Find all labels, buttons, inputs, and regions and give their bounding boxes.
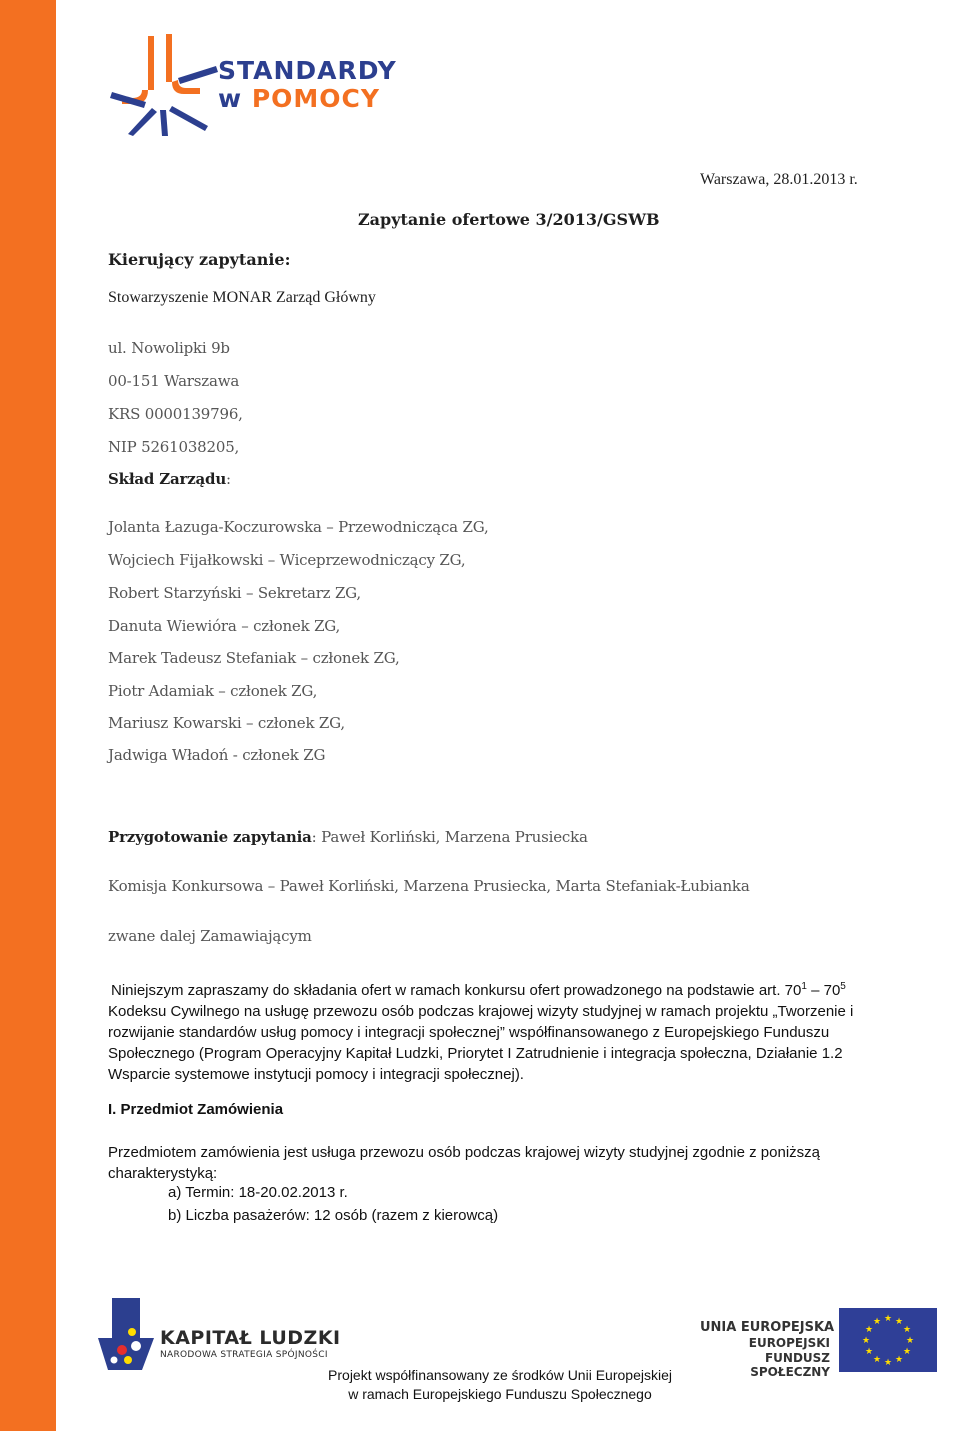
board-member: Jolanta Łazuga-Koczurowska – Przewodnicząca ZG,	[108, 518, 489, 536]
preparation-value: : Paweł Korliński, Marzena Prusiecka	[311, 828, 588, 846]
intro-sup-1: 1	[801, 981, 807, 992]
svg-text:★: ★	[894, 1355, 904, 1365]
svg-text:★: ★	[883, 1358, 893, 1368]
logo-w: w	[218, 84, 243, 113]
svg-text:★: ★	[864, 1347, 874, 1357]
eu-line3: FUNDUSZ SPOŁECZNY	[750, 1351, 830, 1379]
svg-text:★: ★	[894, 1317, 904, 1327]
svg-text:★: ★	[883, 1314, 893, 1324]
svg-text:★: ★	[872, 1317, 882, 1327]
board-member: Danuta Wiewióra – członek ZG,	[108, 617, 341, 635]
section-item: b) Liczba pasażerów: 12 osób (razem z kierowcą)	[168, 1207, 499, 1224]
document-date: Warszawa, 28.01.2013 r.	[700, 171, 858, 188]
board-member: Jadwiga Władoń - członek ZG	[108, 746, 326, 764]
board-member: Mariusz Kowarski – członek ZG,	[108, 714, 345, 732]
eu-flag-icon	[839, 1308, 937, 1372]
board-colon: :	[226, 470, 231, 488]
document-title: Zapytanie ofertowe 3/2013/GSWB	[358, 210, 660, 229]
intro-text-1: Niniejszym zapraszamy do składania ofert w ramach konkursu ofert prowadzonego na podstawie art. 70	[111, 982, 802, 999]
kapital-ludzki-title: KAPITAŁ LUDZKI	[160, 1327, 341, 1349]
address-line: ul. Nowolipki 9b	[108, 339, 230, 357]
board-member: Piotr Adamiak – członek ZG,	[108, 682, 318, 700]
intro-paragraph	[108, 976, 888, 1085]
logo-star-icon	[108, 32, 218, 136]
logo-pomocy: POMOCY	[251, 84, 380, 113]
address-line: KRS 0000139796,	[108, 405, 243, 423]
kapital-ludzki-subtitle: NARODOWA STRATEGIA SPÓJNOŚCI	[160, 1350, 328, 1360]
board-label: Skład Zarządu	[108, 470, 227, 488]
intro-text-2: Kodeksu Cywilnego na usługę przewozu osób podczas krajowej wizyty studyjnej w ramach projektu „Tworzenie i rozwijanie standardów usług pomocy i integracji społecznej” współfinansowanego z Europejskiego Funduszu Społecznego (Program Operacyjny Kapitał Ludzki, Priorytet I Zatrudnienie i integracja społeczna, Działanie 1.2 Wsparcie systemowe instytucji pomocy i integracji społecznej).	[108, 1003, 854, 1083]
address-line: NIP 5261038205,	[108, 438, 240, 456]
ordering-party-line: zwane dalej Zamawiającym	[108, 927, 312, 945]
requester-org: Stowarzyszenie MONAR Zarząd Główny	[108, 289, 376, 306]
orange-side-bar	[0, 0, 56, 1431]
board-member: Marek Tadeusz Stefaniak – członek ZG,	[108, 649, 400, 667]
svg-text:★: ★	[902, 1347, 912, 1357]
svg-text:★: ★	[872, 1355, 882, 1365]
section-text: Przedmiotem zamówienia jest usługa przewozu osób podczas krajowej wizyty studyjnej zgodnie z poniższą charakterystyką:	[108, 1144, 821, 1182]
preparation-label: Przygotowanie zapytania	[108, 828, 312, 846]
preparation-line	[108, 828, 588, 846]
board-member: Wojciech Fijałkowski – Wiceprzewodniczący ZG,	[108, 551, 466, 569]
requester-label: Kierujący zapytanie:	[108, 250, 291, 269]
svg-text:★: ★	[902, 1325, 912, 1335]
intro-sup-2: 5	[840, 981, 846, 992]
address-line: 00-151 Warszawa	[108, 372, 240, 390]
svg-text:★: ★	[864, 1325, 874, 1335]
section-item: a) Termin: 18-20.02.2013 r.	[168, 1184, 348, 1201]
svg-text:★: ★	[861, 1336, 871, 1346]
eu-line1: UNIA EUROPEJSKA	[700, 1320, 835, 1335]
intro-dash: – 70	[806, 982, 841, 999]
board-heading	[108, 470, 231, 488]
funding-note-2: w ramach Europejskiego Funduszu Społecznego	[348, 1386, 652, 1402]
eu-line2: EUROPEJSKI	[748, 1336, 830, 1350]
funding-note-1: Projekt współfinansowany ze środków Unii Europejskiej	[328, 1367, 672, 1383]
section-heading: I. Przedmiot Zamówienia	[108, 1101, 284, 1118]
kapital-ludzki-emblem-icon	[98, 1298, 154, 1370]
logo-line1: STANDARDY	[218, 56, 397, 85]
svg-text:★: ★	[905, 1336, 915, 1346]
board-member: Robert Starzyński – Sekretarz ZG,	[108, 584, 361, 602]
commission-line: Komisja Konkursowa – Paweł Korliński, Marzena Prusiecka, Marta Stefaniak-Łubianka	[108, 877, 750, 895]
